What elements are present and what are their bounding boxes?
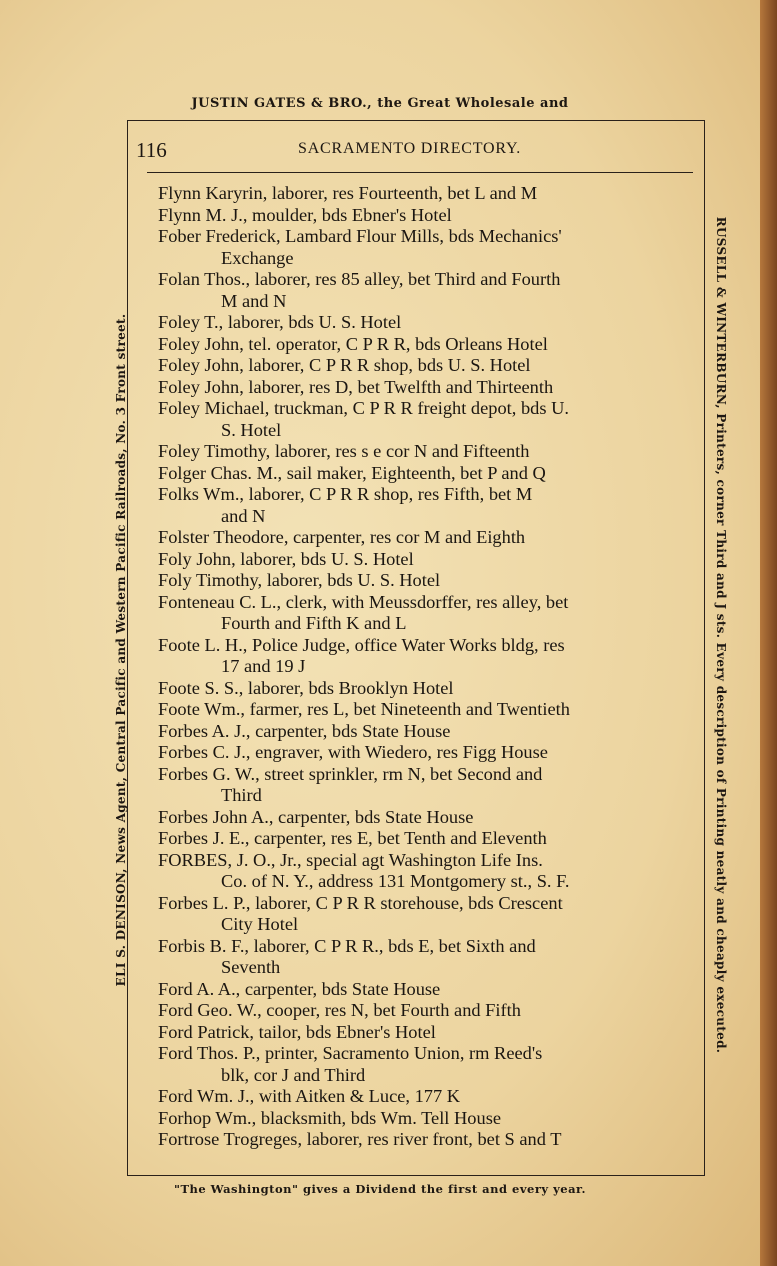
entry-line: Foly Timothy, laborer, bds U. S. Hotel bbox=[158, 570, 441, 590]
entry-line: Forbes C. J., engraver, with Wiedero, res Figg House bbox=[158, 742, 548, 762]
entry-line: Folan Thos., laborer, res 85 alley, bet Third and Fourth bbox=[158, 269, 561, 289]
entry-continuation-line: Co. of N. Y., address 131 Montgomery st., S. F. bbox=[221, 871, 570, 891]
right-advertisement: RUSSELL & WINTERBURN, Printers, corner Third and J sts. Every description of Printing neatly and cheaply executed. bbox=[714, 216, 728, 1054]
entry-line: Foote Wm., farmer, res L, bet Nineteenth and Twentieth bbox=[158, 699, 570, 719]
bottom-advertisement: "The Washington" gives a Dividend the first and every year. bbox=[173, 1182, 587, 1196]
top-advertisement: JUSTIN GATES & BRO., the Great Wholesale and bbox=[191, 96, 569, 111]
entry-line: Foote L. H., Police Judge, office Water Works bldg, res bbox=[158, 634, 565, 655]
entry-line: Forbes John A., carpenter, bds State House bbox=[158, 806, 474, 827]
entry-line: Forbis B. F., laborer, C P R R., bds E, bet Sixth and bbox=[158, 935, 536, 956]
entry-line: Fortrose Trogreges, laborer, res river front, bet S and T bbox=[158, 1129, 562, 1149]
entry-line: Folger Chas. M., sail maker, Eighteenth, bet P and Q bbox=[158, 462, 546, 483]
entry-continuation-line: Third bbox=[221, 785, 262, 805]
entry-continuation-line: Fourth and Fifth K and L bbox=[221, 613, 407, 633]
entry-line: Flynn Karyrin, laborer, res Fourteenth, bet L and M bbox=[158, 183, 538, 203]
left-advertisement: ELI S. DENISON, News Agent, Central Pacific and Western Pacific Railroads, No. 3 Front street. bbox=[114, 313, 128, 987]
entry-line: Foley John, tel. operator, C P R R, bds Orleans Hotel bbox=[158, 333, 548, 354]
entry-line: Forbes J. E., carpenter, res E, bet Tenth and Eleventh bbox=[158, 828, 547, 848]
running-head: SACRAMENTO DIRECTORY. bbox=[298, 140, 522, 157]
entry-line: Foley Michael, truckman, C P R R freight depot, bds U. bbox=[158, 398, 570, 418]
entry-continuation-line: S. Hotel bbox=[221, 419, 282, 440]
entry-continuation-line: M and N bbox=[221, 290, 287, 311]
entry-continuation-line: Seventh bbox=[221, 957, 281, 977]
entry-continuation-line: Exchange bbox=[221, 247, 294, 268]
entry-continuation-line: and N bbox=[221, 505, 266, 526]
entry-line: Forhop Wm., blacksmith, bds Wm. Tell House bbox=[158, 1107, 502, 1128]
entry-line: Forbes G. W., street sprinkler, rm N, bet Second and bbox=[158, 763, 543, 784]
entry-line: Ford Thos. P., printer, Sacramento Union, rm Reed's bbox=[158, 1043, 543, 1063]
entry-line: Foley John, laborer, C P R R shop, bds U. S. Hotel bbox=[158, 355, 531, 375]
entry-line: Foley Timothy, laborer, res s e cor N and Fifteenth bbox=[158, 441, 530, 461]
entry-line: Forbes L. P., laborer, C P R R storehouse, bds Crescent bbox=[158, 892, 563, 913]
entry-line: Ford Wm. J., with Aitken & Luce, 177 K bbox=[158, 1086, 461, 1106]
entry-line: Ford Patrick, tailor, bds Ebner's Hotel bbox=[158, 1021, 436, 1042]
entry-line: Fober Frederick, Lambard Flour Mills, bds Mechanics' bbox=[158, 226, 562, 246]
entry-line: Folster Theodore, carpenter, res cor M and Eighth bbox=[158, 527, 526, 547]
entry-line: FORBES, J. O., Jr., special agt Washington Life Ins. bbox=[158, 849, 543, 870]
entry-line: Ford Geo. W., cooper, res N, bet Fourth and Fifth bbox=[158, 1000, 521, 1020]
entry-line: Fonteneau C. L., clerk, with Meussdorffer, res alley, bet bbox=[158, 591, 569, 612]
page-number: 116 bbox=[136, 138, 167, 162]
entry-line: Foley T., laborer, bds U. S. Hotel bbox=[158, 312, 402, 332]
entry-line: Foote S. S., laborer, bds Brooklyn Hotel bbox=[158, 677, 454, 698]
entry-continuation-line: City Hotel bbox=[221, 914, 299, 934]
page-edge bbox=[760, 0, 777, 1266]
entry-continuation-line: blk, cor J and Third bbox=[221, 1064, 366, 1085]
directory-entries bbox=[158, 183, 688, 1151]
entry-line: Foley John, laborer, res D, bet Twelfth and Thirteenth bbox=[158, 376, 554, 397]
entry-line: Foly John, laborer, bds U. S. Hotel bbox=[158, 548, 414, 569]
entry-line: Flynn M. J., moulder, bds Ebner's Hotel bbox=[158, 204, 452, 225]
entry-line: Folks Wm., laborer, C P R R shop, res Fifth, bet M bbox=[158, 484, 533, 504]
entry-line: Ford A. A., carpenter, bds State House bbox=[158, 978, 441, 999]
entry-line: Forbes A. J., carpenter, bds State House bbox=[158, 720, 451, 741]
entry-continuation-line: 17 and 19 J bbox=[221, 656, 306, 676]
header-rule bbox=[147, 172, 693, 173]
